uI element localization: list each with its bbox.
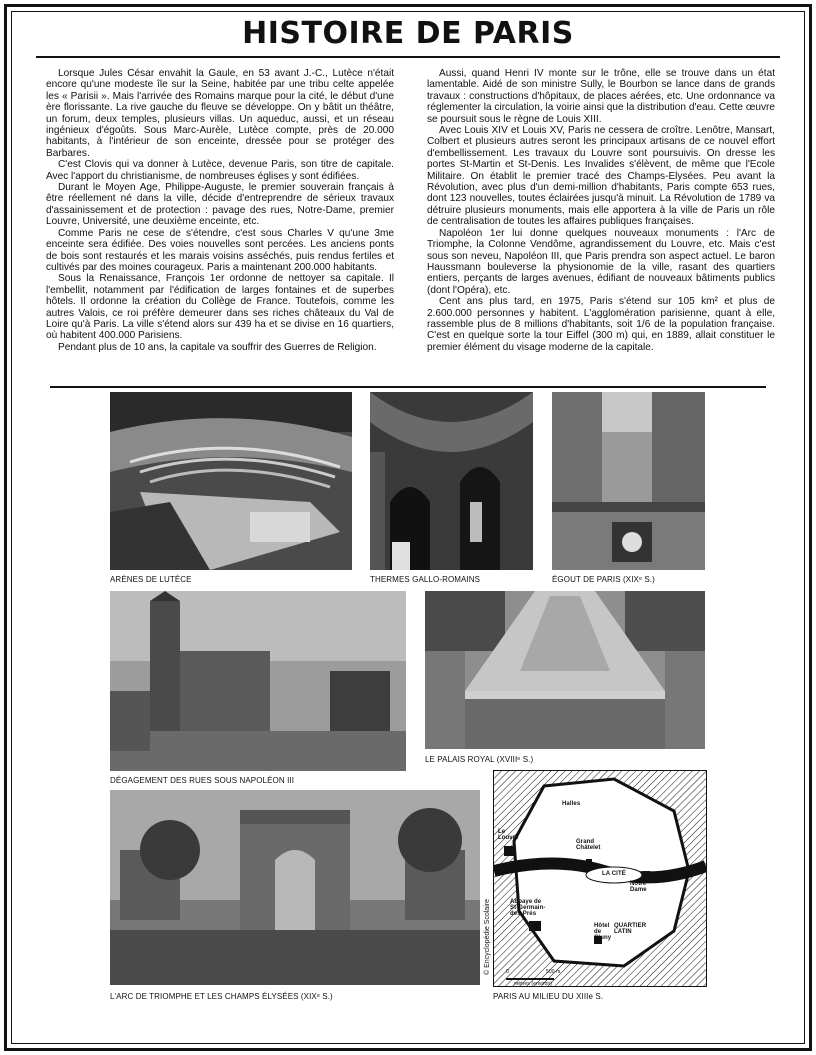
caption-thermes: THERMES GALLO-ROMAINS	[370, 575, 481, 584]
map-label-la-cite: LA CITÉ	[602, 871, 626, 877]
credit-text: © Encyclopédie Scolaire	[484, 899, 491, 975]
map-label-hotel-cluny: Hôtel de Cluny	[594, 923, 612, 941]
map-paris-xiii	[493, 770, 707, 987]
caption-egout: ÉGOUT DE PARIS (XIXᵉ S.)	[552, 575, 655, 584]
paragraph: Lorsque Jules César envahit la Gaule, en 53 avant J.-C., Lutèce n'était encore qu'une modeste île sur la Seine, habitée par une tribu celte appelée les « Parisii ». Mais l'arrivée des Romains marque pour la cité, le début d'une ère florissante. La rive gauche du fleuve se développe. On y bâtit un théâtre, un forum, deux temples, plusieurs villas. Un aqueduc, aussi, et un réseau ingénieux d'égoûts. Sous Marc-Aurèle, Lutèce compte, près de 20.000 habitants, à l'intérieur de son enceinte, dressée pour se protéger des Barbares.	[46, 68, 394, 159]
map-label-halles: Halles	[562, 801, 581, 807]
photo-thermes-gallo-romains	[370, 392, 533, 570]
caption-arenes: ARÈNES DE LUTÈCE	[110, 575, 192, 584]
caption-degagement: DÉGAGEMENT DES RUES SOUS NAPOLÉON III	[110, 776, 295, 785]
photo-palais-royal	[425, 591, 705, 749]
paragraph: Napoléon 1er lui donne quelques nouveaux monuments : l'Arc de Triomphe, la Colonne Vendôme, agrandissement du Louvre, etc. Mais c'est sous son neveu, Napoléon III, que Paris prendra son aspect actuel. Le baron Haussmann bouleverse la physionomie de la ville, rasant des quartiers entiers, perçants de larges avenues, édifiant de nouveaux bâtiments publics (dont l'Opéra), etc.	[427, 227, 775, 296]
page-title: HISTOIRE DE PARIS	[242, 16, 574, 51]
map-scale-500: 500 m	[546, 969, 561, 975]
photo-degagement-des-rues	[110, 591, 406, 771]
title-rule	[36, 56, 780, 58]
text-column-left	[46, 68, 394, 353]
map-label-quartier-latin: QUARTIER LATIN	[614, 923, 647, 935]
photo-arenes-de-lutece	[110, 392, 352, 570]
caption-palais: LE PALAIS ROYAL (XVIIIᵉ S.)	[425, 755, 534, 764]
map-scale-unit: mètres (environ)	[514, 981, 552, 987]
caption-arc: L'ARC DE TRIOMPHE ET LES CHAMPS ÉLYSÉES (XIXᵉ S.)	[110, 992, 333, 1001]
paragraph: Aussi, quand Henri IV monte sur le trône, elle se trouve dans un état lamentable. Aidé de son ministre Sully, le Bourbon se lance dans de grands travaux : constructions d'hôpitaux, de places aérées, etc. Une ordonnance va réglementer la circulation, la voirie ainsi que la distribution d'eau. Cette œuvre se poursuit sous le règne de Louis XIII.	[427, 68, 775, 125]
paragraph: Cent ans plus tard, en 1975, Paris s'étend sur 105 km² et plus de 2.600.000 personnes y habitent. L'agglomération parisienne, quant à elle, rassemble plus de 8 millions d'habitants, soit 1/6 de la population française. C'est en quelque sorte la tour Eiffel (300 m) qui, en 1889, allait constituer le premier élément du visage moderne de la capitale.	[427, 296, 775, 353]
map-scale-zero: 0	[506, 969, 509, 975]
photo-egout-de-paris	[552, 392, 705, 570]
paragraph: Comme Paris ne cese de s'étendre, c'est sous Charles V qu'une 3me enceinte sera édifiée. Des voies nouvelles sont percées. Les anciens ponts de bois sont restaurés et les marais voisins asséchés, puis rendus fertiles et cultivés par des moines courageux. Paris a maintenant 200.000 habitants.	[46, 227, 394, 273]
paragraph: Sous la Renaissance, François 1er ordonne de nettoyer sa capitale. Il l'embellit, notamment par l'édification de larges fontaines et de superbes hôtels. Il ordonne la création du Collège de France. Toutefois, comme les autres Valois, ce roi préfère demeurer dans ses riches châteaux du Val de Loire qu'à Paris. La ville s'étend alors sur 439 ha et se divise en 16 quartiers, où habitent 400.000 Parisiens.	[46, 273, 394, 342]
map-label-grand-chatelet: Grand Châtelet	[576, 839, 601, 851]
text-column-right	[427, 68, 775, 353]
caption-carte: PARIS AU MILIEU DU XIIIe S.	[493, 992, 604, 1001]
paragraph: Durant le Moyen Age, Philippe-Auguste, le premier souverain français à être réellement né dans la ville, décide d'entreprendre de sérieux travaux d'assainissement et de protection : pavage des rues, Notre-Dame, premier Louvre, Université, une deuxième enceinte, etc.	[46, 182, 394, 228]
map-label-louvre: Le Louvre	[498, 829, 519, 841]
paragraph: Pendant plus de 10 ans, la capitale va souffrir des Guerres de Religion.	[58, 341, 377, 353]
photo-arc-de-triomphe	[110, 790, 480, 985]
map-label-la-seine: La Seine	[514, 863, 540, 869]
map-label-notre-dame: Notre Dame	[630, 881, 647, 893]
paragraph: C'est Clovis qui va donner à Lutèce, devenue Paris, son titre de capitale. Avec l'apport du christianisme, de nombreuses églises y sont édifiées.	[46, 159, 394, 182]
paragraph: Avec Louis XIV et Louis XV, Paris ne cessera de croître. Lenôtre, Mansart, Colbert et plusieurs autres seront les principaux artisans de ce nouvel effort d'embellissement. Les travaux du Louvre sont poursuivis. On dresse les portes St-Martin et St-Denis. Les Invalides s'élèvent, de même que l'Ecole Militaire. On établit le premier tracé des Champs-Elysées. Peu avant la Révolution, avec plus d'un demi-million d'habitants, Paris compte 653 rues, dont 123 nouvelles, toutes éclairées jusqu'à minuit. La Révolution de 1789 va détruire plusieurs monuments, mais elle apportera à la ville de Paris un rôle de centralisation de toutes les affaires publiques françaises.	[427, 125, 775, 228]
section-rule	[50, 386, 766, 388]
map-label-abbaye: Abbaye de St-Germain-des-Prés	[510, 899, 546, 917]
